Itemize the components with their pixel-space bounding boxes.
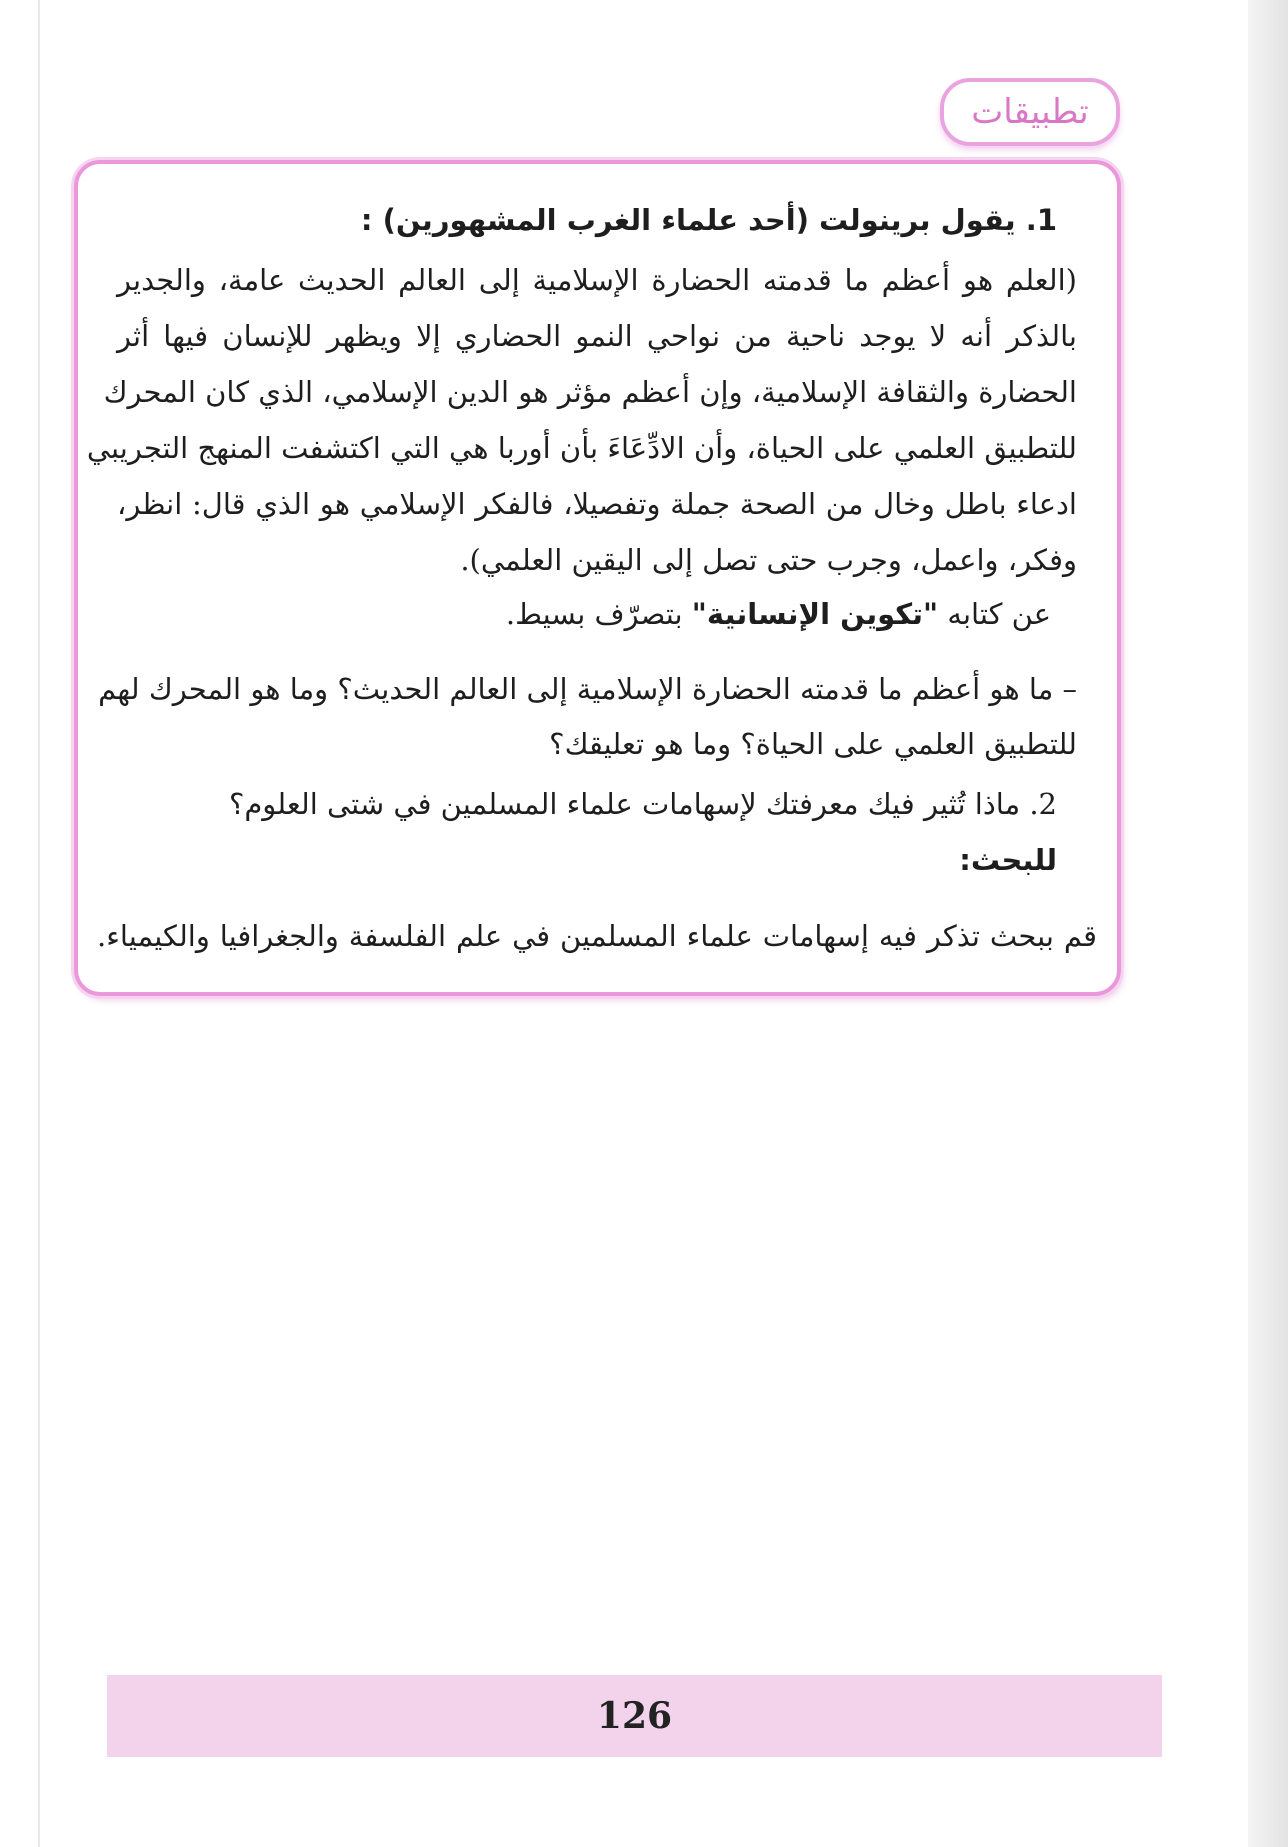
quote-line-3: الحضارة والثقافة الإسلامية، وإن أعظم مؤثر هو الدين الإسلامي، الذي كان المحرك: [103, 375, 1077, 409]
exercise-2-number: 2.: [1029, 787, 1057, 821]
research-text: قم ببحث تذكر فيه إسهامات علماء المسلمين في علم الفلسفة والجغرافيا والكيمياء.: [97, 919, 1097, 953]
section-badge-label: تطبيقات: [971, 92, 1089, 132]
quote-line-5: ادعاء باطل وخال من الصحة جملة وتفصيلا، فالفكر الإسلامي هو الذي قال: انظر،: [117, 487, 1077, 521]
exercise-1-heading: [361, 200, 1057, 240]
question-line-2: للتطبيق العلمي على الحياة؟ وما هو تعليقك؟: [549, 727, 1077, 761]
quote-line-6: وفكر، واعمل، وجرب حتى تصل إلى اليقين العلمي).: [460, 543, 1077, 577]
source-prefix: عن كتابه: [938, 597, 1051, 631]
section-badge: [940, 78, 1120, 146]
scan-margin-line: [38, 0, 40, 1847]
exercise-1-number: 1.: [1025, 203, 1057, 237]
book-title: "تكوين الإنسانية": [691, 597, 939, 631]
quote-line-2: بالذكر أنه لا يوجد ناحية من نواحي النمو الحضاري إلا ويظهر للإنسان فيها أثر: [117, 319, 1077, 353]
page-number: 126: [596, 1695, 673, 1737]
exercise-2: [229, 784, 1057, 824]
research-heading: للبحث:: [959, 843, 1057, 877]
source-suffix: بتصرّف بسيط.: [505, 597, 692, 631]
exercise-1-heading-text: يقول برينولت (أحد علماء الغرب المشهورين) :: [360, 203, 1016, 237]
quote-line-1: (العلم هو أعظم ما قدمته الحضارة الإسلامية إلى العالم الحديث عامة، والجدير: [117, 263, 1077, 297]
footer-band: [107, 1675, 1162, 1757]
page-edge: [1248, 0, 1288, 1847]
quote-line-4: للتطبيق العلمي على الحياة، وأن الادِّعَاءَ بأن أوربا هي التي اكتشفت المنهج التجريبي: [86, 431, 1077, 465]
question-line-1: – ما هو أعظم ما قدمته الحضارة الإسلامية إلى العالم الحديث؟ وما هو المحرك لهم: [98, 672, 1077, 706]
source-citation: [506, 594, 1051, 634]
exercise-2-text: ماذا تُثير فيك معرفتك لإسهامات علماء المسلمين في شتى العلوم؟: [228, 787, 1021, 821]
applications-box: [74, 160, 1121, 996]
